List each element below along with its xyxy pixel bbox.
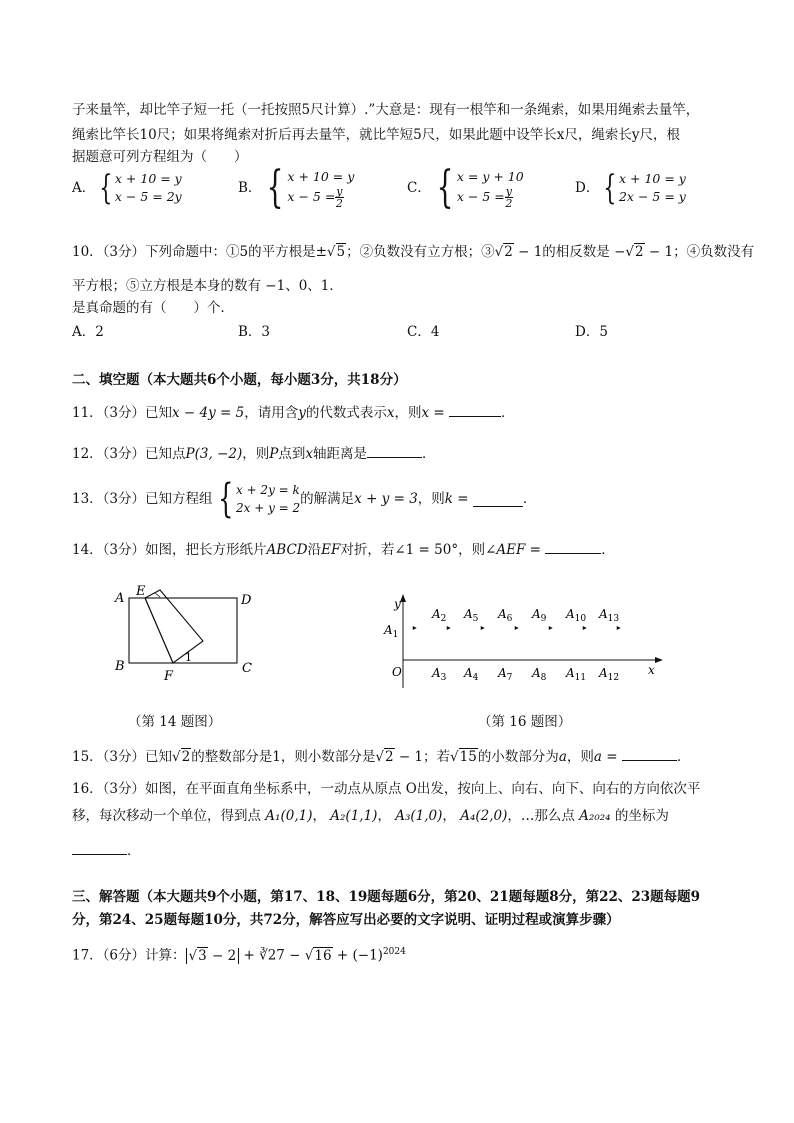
q10-line-1: 10．（3分）下列命题中：①5的平方根是±√5；②负数没有立方根；③√2 − 1的相反数是 −√2 − 1；④负数没有 bbox=[72, 244, 755, 260]
option-label: A． bbox=[72, 180, 96, 196]
q14 bbox=[72, 539, 615, 559]
equation-1: x + 2y = k bbox=[235, 483, 300, 497]
path-arrow bbox=[447, 626, 451, 630]
label-d: D bbox=[241, 593, 252, 608]
figure-14 bbox=[105, 583, 265, 683]
point-a2: A₂(1,1) bbox=[330, 808, 378, 824]
numerator: y bbox=[505, 184, 512, 198]
denominator: 2 bbox=[505, 196, 513, 210]
option-label: B． bbox=[238, 180, 262, 196]
q17: 17．（6分）计算： √3 − 2 + ∛27 − $√16 + (-1)^{2024}$ bbox=[72, 947, 406, 964]
text: 11．（3分）已知 bbox=[72, 405, 173, 421]
text: 的解满足 bbox=[300, 491, 355, 507]
figure-14-caption: （第 14 题图） bbox=[128, 714, 222, 730]
text: 14．（3分）如图，把长方形纸片 bbox=[72, 542, 267, 558]
path-arrow bbox=[617, 626, 621, 630]
answer-blank[interactable] bbox=[545, 539, 601, 554]
q10-line-2: 平方根；⑤立方根是本身的数有 −1、0、1． bbox=[72, 278, 343, 294]
path-arrow bbox=[515, 626, 519, 630]
q9-line-1: 子来量竿，却比竿子短一托（一托按照5尺计算）.”大意是：现有一根竿和一条绳索，如果用绳索去量竿， bbox=[72, 102, 700, 118]
tick-mark bbox=[155, 593, 160, 597]
text: ． bbox=[601, 542, 615, 558]
path-arrow bbox=[481, 626, 485, 630]
denominator: 2 bbox=[335, 196, 343, 210]
point-a1: A₁(0,1) bbox=[265, 808, 313, 824]
math: x = bbox=[421, 405, 445, 421]
text: − 1；④负数没有 bbox=[644, 244, 755, 260]
equation-2: x − 5 = 2y bbox=[114, 189, 182, 204]
top-label: $A_5$ bbox=[464, 607, 479, 624]
q16-line-2: 移，每次移动一个单位，得到点 A₁(0,1)， A₂(1,1)， A₃(1,0)， A₄(2,0)，…那么点 A₂₀₂₄ 的坐标为 bbox=[72, 808, 669, 824]
bottom-label: $A_3$ bbox=[432, 666, 447, 683]
equation-1: x + 10 = y bbox=[618, 171, 686, 186]
text: 的整数部分是1，则小数部分是 bbox=[191, 749, 376, 765]
text: − 2 bbox=[207, 947, 237, 964]
figure-16 bbox=[380, 590, 665, 688]
text: 的代数式表示 bbox=[305, 405, 387, 421]
x-axis-arrow bbox=[655, 657, 663, 663]
radicand: 2 bbox=[384, 749, 394, 765]
math: x + y = 3 bbox=[354, 491, 418, 507]
math: k = bbox=[444, 491, 469, 507]
q9-line-2: 绳索比竿长10尺；如果将绳索对折后再去量竿，就比竿短5尺，如果此题中设竿长x尺，绳索长y尺，根 bbox=[72, 127, 681, 143]
text: ． bbox=[676, 749, 691, 765]
point-a3: A₃(1,0) bbox=[395, 808, 443, 824]
math: a = bbox=[593, 749, 618, 765]
answer-blank[interactable] bbox=[367, 443, 422, 458]
equation-1: x = y + 10 bbox=[456, 168, 524, 184]
bottom-label: $A_{11}$ bbox=[566, 666, 587, 683]
point-a4: A₄(2,0) bbox=[460, 808, 508, 824]
absolute-value: √3 − 2 bbox=[186, 948, 240, 964]
q10-option-a: A．2 bbox=[72, 324, 104, 340]
section-3-heading-line-1: 三、解答题（本大题共9个小题，第17、18、19题每题6分，第20、21题每题8分，第22、23题每题9 bbox=[72, 889, 701, 905]
text: 的坐标为 bbox=[614, 808, 669, 824]
equation-2: 2x + y = 2 bbox=[235, 501, 301, 515]
option-label: C． bbox=[407, 180, 431, 196]
bottom-label: $A_7$ bbox=[498, 666, 513, 683]
origin-label: O bbox=[392, 665, 402, 679]
text: ，则 bbox=[242, 446, 270, 462]
label-a1: $A_1$ bbox=[384, 623, 399, 640]
bottom-label: $A_4$ bbox=[464, 666, 479, 683]
radicand: 2 bbox=[181, 749, 191, 765]
label-b: B bbox=[115, 659, 125, 674]
folded-flap bbox=[145, 590, 203, 663]
q16-line-3 bbox=[72, 840, 141, 860]
answer-blank[interactable] bbox=[622, 746, 677, 761]
y-axis-arrow bbox=[400, 594, 406, 602]
text: 移，每次移动一个单位，得到点 bbox=[72, 808, 261, 824]
text: 点到 bbox=[278, 446, 306, 462]
text: ，请用含 bbox=[244, 405, 299, 421]
q9-option-c: C． { x = y + 10 x − 5 = $\frac{y}{2}$ bbox=[407, 162, 524, 213]
equation-1: x + 10 = y bbox=[287, 168, 355, 184]
figure-16-caption: （第 16 题图） bbox=[478, 714, 572, 730]
text: ，则 bbox=[566, 749, 594, 765]
q15: 15．（3分）已知√2的整数部分是1，则小数部分是√2 − 1；若√15的小数部分为a，则a = ． bbox=[72, 746, 690, 766]
top-label: $A_{10}$ bbox=[566, 607, 587, 624]
text: 15．（3分）已知 bbox=[72, 749, 173, 765]
label-f: F bbox=[164, 669, 174, 683]
radicand: 2 bbox=[504, 244, 513, 260]
q9-option-b: B． { x + 10 = y x − 5 = $\frac{y}{2}$ bbox=[238, 162, 355, 213]
text: ，…那么点 bbox=[507, 808, 575, 824]
point-a2024: A₂₀₂₄ bbox=[579, 808, 611, 824]
section-2-heading: 二、填空题（本大题共6个小题，每小题3分，共18分） bbox=[72, 372, 407, 388]
math: x bbox=[305, 446, 313, 462]
section-3-heading-line-2: 分，第24、25题每题10分，共72分，解答应写出必要的文字说明、证明过程或演算步骤） bbox=[72, 912, 620, 928]
text: ． bbox=[522, 491, 537, 507]
rectangle-abcd bbox=[129, 598, 237, 663]
text: ，则 bbox=[394, 405, 422, 421]
top-label: $A_6$ bbox=[498, 607, 513, 624]
path-arrow bbox=[413, 626, 417, 630]
math: x bbox=[386, 405, 395, 421]
option-label: D． bbox=[575, 180, 600, 196]
numerator: y bbox=[336, 184, 343, 198]
eq-text: x − 5 = bbox=[456, 189, 505, 204]
label-a: A bbox=[115, 591, 125, 606]
top-label: $A_9$ bbox=[532, 607, 547, 624]
bottom-labels bbox=[431, 666, 619, 683]
math: AEF bbox=[496, 542, 526, 558]
text: 对折，若∠1 = 50°，则∠ bbox=[340, 542, 497, 558]
radicand: 15 bbox=[459, 749, 477, 765]
text: = bbox=[525, 542, 541, 558]
math: EF bbox=[321, 542, 341, 558]
top-labels bbox=[431, 607, 619, 624]
q16-line-1: 16．（3分）如图，在平面直角坐标系中，一动点从原点 O出发，按向上、向右、向下、向右的方向依次平 bbox=[72, 781, 701, 797]
math: x − 4y = 5 bbox=[172, 405, 245, 421]
equation-2 bbox=[287, 186, 354, 209]
q9-line-3: 据题意可列方程组为（ ） bbox=[72, 149, 248, 165]
answer-blank[interactable] bbox=[473, 492, 523, 507]
fraction bbox=[505, 186, 513, 209]
bottom-label: $A_8$ bbox=[532, 666, 547, 683]
answer-blank[interactable] bbox=[449, 402, 501, 417]
math: y bbox=[298, 405, 306, 421]
eq-text: x − 5 = bbox=[287, 189, 336, 204]
text: ． bbox=[127, 843, 141, 859]
radicand: 5 bbox=[336, 244, 346, 260]
q10-line-3: 是真命题的有（ ）个． bbox=[72, 300, 234, 316]
answer-blank[interactable] bbox=[72, 840, 127, 855]
q11 bbox=[72, 402, 515, 422]
step-path bbox=[403, 626, 621, 660]
text: 的小数部分为 bbox=[477, 749, 559, 765]
text: 轴距离是 bbox=[312, 446, 367, 462]
math: ABCD bbox=[266, 542, 308, 558]
q12 bbox=[72, 443, 435, 463]
label-e: E bbox=[136, 584, 146, 599]
math: P bbox=[269, 446, 279, 462]
q13: 13．（3分）已知方程组 { x + 2y = k 2x + y = 2 的解满足 x + y = 3 ，则 k = ． bbox=[72, 476, 537, 522]
equation-2 bbox=[457, 186, 524, 209]
text: ． bbox=[501, 405, 515, 421]
equation-1: x + 10 = y bbox=[114, 171, 182, 186]
path-arrow bbox=[549, 626, 553, 630]
y-axis-label: y bbox=[394, 597, 401, 611]
text: 10．（3分）下列命题中：①5的平方根是± bbox=[72, 244, 327, 260]
text: + (−1) bbox=[332, 947, 383, 964]
radicand: 2 bbox=[635, 244, 644, 260]
math: P(3, −2) bbox=[185, 446, 243, 462]
text: 13．（3分）已知方程组 bbox=[72, 491, 213, 507]
exponent: 2024 bbox=[382, 947, 406, 957]
q10-option-d: D．5 bbox=[575, 324, 608, 340]
path-arrow bbox=[583, 626, 587, 630]
q9-option-a: A． { x + 10 = y x − 5 = 2y bbox=[72, 168, 182, 208]
q10-option-c: C．4 bbox=[407, 324, 440, 340]
radicand: 3 bbox=[198, 947, 207, 964]
q10-option-b: B．3 bbox=[238, 324, 271, 340]
text: − 1；若 bbox=[394, 749, 451, 765]
angle-1-label: 1 bbox=[185, 651, 192, 664]
text: 12．（3分）已知点 bbox=[72, 446, 186, 462]
text: ，则 bbox=[417, 491, 445, 507]
text: − 1的相反数是 − bbox=[513, 244, 626, 260]
top-label: $A_2$ bbox=[432, 607, 447, 624]
math: a bbox=[558, 749, 567, 765]
equation-2: 2x − 5 = y bbox=[618, 189, 686, 204]
label-c: C bbox=[242, 661, 252, 676]
fold-line-ef bbox=[145, 598, 173, 663]
bottom-label: $A_{12}$ bbox=[599, 666, 620, 683]
q9-option-d: D． { x + 10 = y 2x − 5 = y bbox=[575, 168, 686, 208]
text: 17．（6分）计算： bbox=[72, 947, 186, 964]
text: + ∛27 − bbox=[239, 947, 305, 964]
x-axis-label: x bbox=[648, 663, 655, 677]
top-label: $A_{13}$ bbox=[599, 607, 620, 624]
text: ；②负数没有立方根；③ bbox=[346, 244, 495, 260]
text: ． bbox=[421, 446, 436, 462]
text: 沿 bbox=[307, 542, 322, 558]
fraction bbox=[335, 186, 343, 209]
radicand: 16 bbox=[314, 947, 332, 964]
